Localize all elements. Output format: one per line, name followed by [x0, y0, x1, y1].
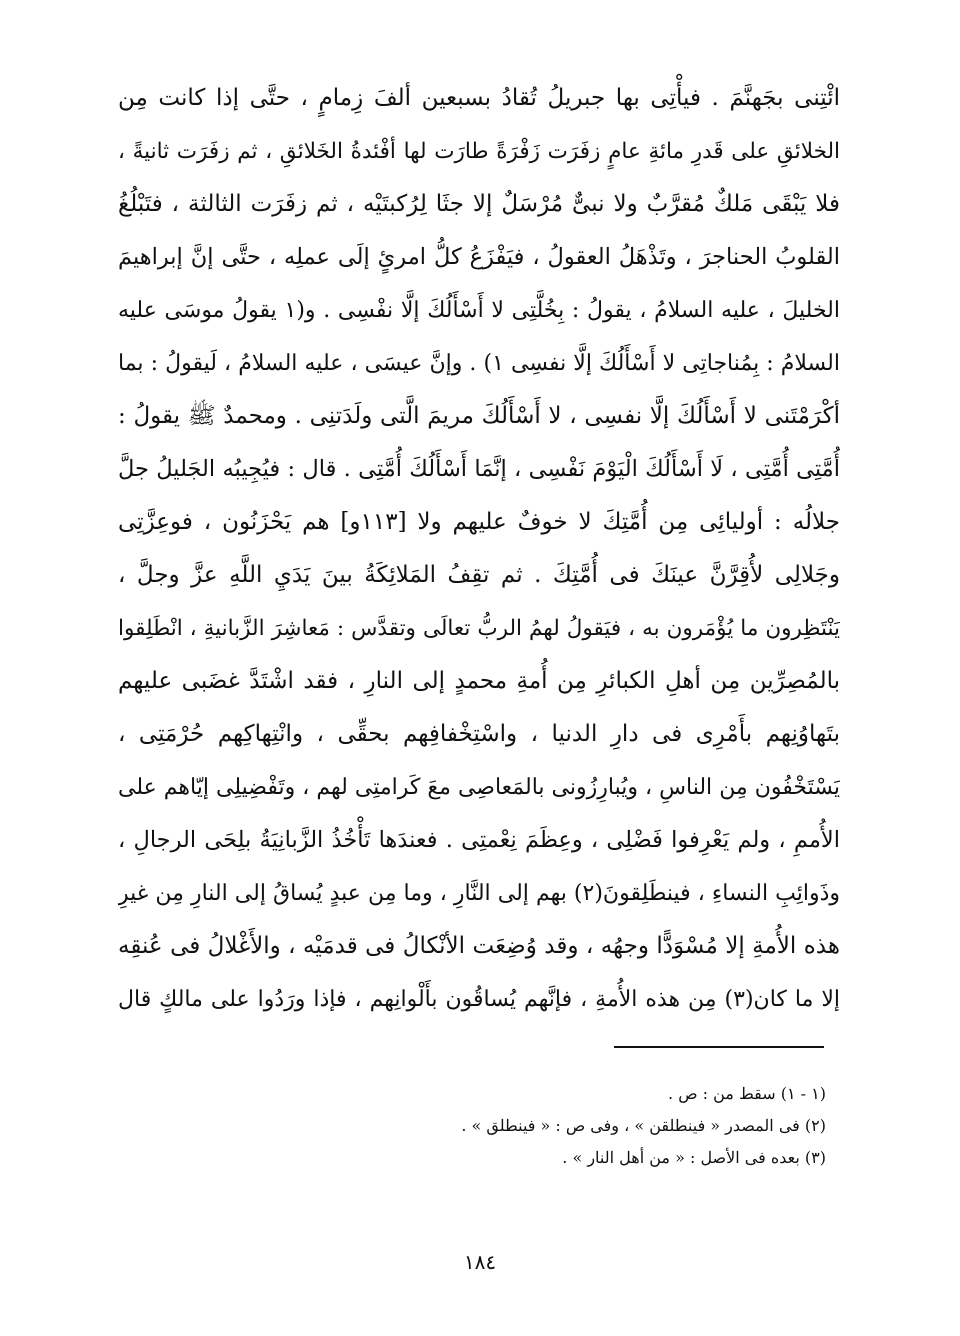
- text-line: السلامُ : بِمُناجاتِى لا أَسْأَلُكَ إلَّا نفسِى ١) . وإنَّ عيسَى ، عليه السلامُ ، لَيقولُ : بما: [118, 351, 840, 376]
- text-line: وذَوائِبِ النساءِ ، فينطَلِقونَ(٢) بهم إلى النَّارِ ، وما مِن عبدٍ يُساقُ إلى النارِ مِن غيرِ: [118, 881, 840, 906]
- footnote-separator: [614, 1046, 824, 1048]
- text-line: بتَهاوُنِهم بأَمْرِى فى دارِ الدنيا ، واسْتِخْفافِهم بحقِّى ، وانْتِهاكِهم حُرْمَتِى ،: [118, 721, 840, 747]
- text-line: إلا ما كان(٣) مِن هذه الأُمةِ ، فإنَّهم يُساقُون بأَلْوانِهم ، فإذا ورَدُوا على مالكٍ قال: [118, 987, 840, 1012]
- text-line: وجَلالِى لأُقِرَّنَّ عينَكَ فى أُمَّتِكَ . ثم تقِفُ المَلائِكَةُ بينَ يَدَيِ اللَّهِ عزَّ وجلَّ ،: [118, 562, 840, 588]
- text-line: ائْتِنى بجَهنَّمَ . فيأْتِى بها جبريلُ تُقادُ بسبعين ألفَ زِمامٍ ، حتَّى إذا كانت مِن: [118, 85, 840, 111]
- text-line: أُمَّتِى أُمَّتِى ، لَا أَسْأَلُكَ الْيَوْمَ نَفْسِى ، إنَّمَا أَسْأَلُكَ أُمَّتِى . قال : فيُجِيبُه الجَليلُ جلَّ: [118, 456, 840, 482]
- text-line: أكْرَمْتَنى لا أَسْأَلُكَ إلَّا نفسِى ، لا أَسْأَلُكَ مريمَ الَّتى ولَدَتنِى . ومحمدٌ ﷺ يقولُ :: [118, 403, 840, 429]
- footnote: (٣) بعده فى الأصل : « من أهل النار » .: [562, 1148, 826, 1167]
- text-line: يَنْتَظِرون ما يُؤْمَرون به ، فيَقولُ لهمُ الربُّ تعالَى وتقدَّس : مَعاشِرَ الزَّبانيةِ ، انْطَلِقوا: [118, 616, 840, 641]
- footnotes: [300, 1078, 826, 1174]
- text-line: الخليلَ ، عليه السلامُ ، يقولُ : بِخُلَّتِى لا أَسْأَلُكَ إلَّا نفْسِى . و(١ يقولُ موسَى عليه: [118, 298, 840, 323]
- main-text: [118, 72, 840, 1026]
- text-line: جلالُه : أوليائِى مِن أُمَّتِكَ لا خوفٌ عليهم ولا [١١٣و] هم يَحْزَنُون ، فوعِزَّتِى: [118, 509, 840, 535]
- text-line: هذه الأُمةِ إلا مُسْوَدًّا وجهُه ، وقد وُضِعَت الأنْكالُ فى قدمَيْه ، والأَغْلالُ فى عُنقِه: [118, 933, 840, 959]
- text-line: بالمُصِرِّين مِن أهلِ الكبائرِ مِن أُمةِ محمدٍ إلى النارِ ، فقد اشْتَدَّ غضَبى عليهم: [118, 668, 840, 694]
- text-line: الأُممِ ، ولم يَعْرِفوا فَضْلِى ، وعِظَمَ نِعْمتِى . فعندَها تَأْخُذُ الزَّبانِيَةُ بلِحَى الرجالِ ،: [118, 827, 840, 853]
- text-line: فلا يَبْقَى مَلكٌ مُقرَّبٌ ولا نبىٌّ مُرْسَلٌ إلا جثَا لِرُكبتَيْه ، ثم زفَرَت الثالثة ، فتَبْلُغُ: [118, 191, 840, 217]
- footnote: (٢) فى المصدر « فينطلقن » ، وفى ص : « فينطلق » .: [461, 1116, 826, 1135]
- text-line: القلوبُ الحناجرَ ، وتَذْهَلُ العقولُ ، فيَفْزَعُ كلُّ امرئٍ إلَى عملِه ، حتَّى إنَّ إبراهيمَ: [118, 244, 840, 270]
- text-line: يَسْتَخْفُون مِن الناسِ ، ويُبارِزُونى بالمَعاصِى معَ كَرامتِى لهم ، وتَفْضِيلِى إيّاهم على: [118, 775, 840, 800]
- page-number: ١٨٤: [463, 1250, 497, 1274]
- footnote: (١ - ١) سقط من : ص .: [668, 1084, 826, 1103]
- text-line: الخلائقِ على قَدرِ مائةِ عامٍ زفَرَت زَفْرَةً طارَت لها أفْئدةُ الخَلائقِ ، ثم زفَرَت ثانيةً ،: [118, 139, 840, 164]
